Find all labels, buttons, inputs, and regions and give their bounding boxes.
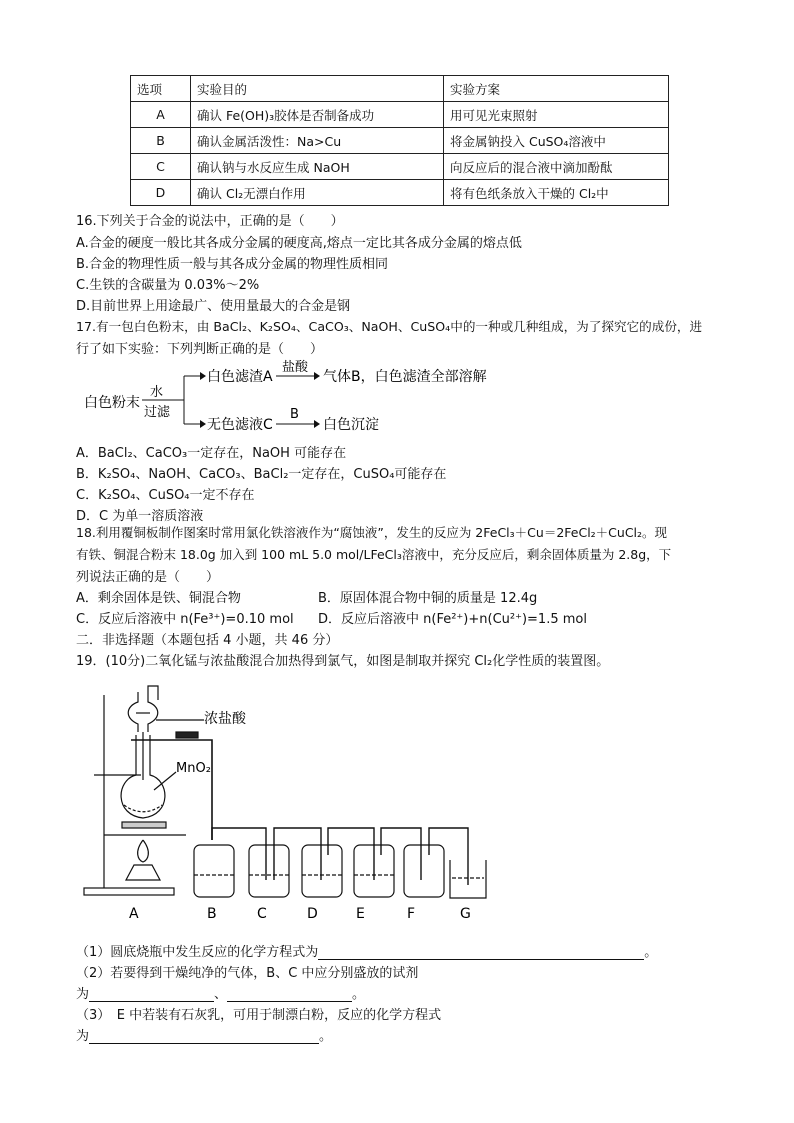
arrow-head-icon: [200, 420, 206, 428]
q16-stem: 16.下列关于合金的说法中，正确的是（ ）: [76, 214, 344, 229]
q18-line2: 有铁、铜混合粉末 18.0g 加入到 100 mL 5.0 mol/LFeCl₃溶液中，充分反应后，剩余固体质量为 2.8g，下: [76, 547, 672, 562]
alcohol-lamp: [126, 865, 160, 880]
arrow-head-icon: [314, 372, 320, 380]
label-c: C: [257, 906, 267, 922]
q18-option-d: D．反应后溶液中 n(Fe²⁺)+n(Cu²⁺)=1.5 mol: [318, 612, 587, 627]
label-f: F: [407, 906, 416, 922]
table-row: [131, 154, 669, 180]
q19-sub3-prefix: 为: [76, 1029, 90, 1044]
section-2-heading: 二．非选择题（本题包括 4 小题，共 46 分）: [76, 633, 339, 648]
funnel-shape: [128, 692, 158, 732]
table-cell: 用可见光束照射: [444, 102, 669, 128]
label-b: B: [207, 906, 217, 922]
flow-water-text: 水: [150, 385, 164, 400]
flow-diagram: [80, 356, 520, 436]
table-cell: 将有色纸条放入干燥的 Cl₂中: [444, 180, 669, 206]
table-cell: C: [131, 154, 191, 180]
table-header-cell: 选项: [131, 76, 191, 102]
bottle-b: [194, 845, 234, 897]
label-g: G: [460, 906, 471, 922]
bottle-f: [404, 845, 444, 897]
table-header-cell: 实验方案: [444, 76, 669, 102]
arrow-head-icon: [200, 372, 206, 380]
answer-blank-2b[interactable]: [227, 987, 352, 1002]
q19-stem: 19．(10分)二氧化锰与浓盐酸混合加热得到氯气，如图是制取并探究 Cl₂化学性质的装置图。: [76, 654, 610, 669]
flask-liquid: [124, 805, 162, 812]
q18-option-a: A．剩余固体是铁、铜混合物: [76, 591, 241, 606]
connecting-tubes: [212, 828, 468, 885]
q19-sub2-prefix: 为: [76, 987, 90, 1002]
options-table: [130, 75, 669, 206]
q17-option-c: C．K₂SO₄、CuSO₄一定不存在: [76, 488, 255, 503]
q16-option-d: D.目前世界上用途最广、使用量最大的合金是钢: [76, 299, 351, 314]
q17-stem-line2: 行了如下实验：下列判断正确的是（ ）: [76, 342, 324, 357]
stand-base: [84, 888, 174, 895]
table-header-row: [131, 76, 669, 102]
flow-start-text: 白色粉末: [84, 395, 140, 411]
q17-stem-line1: 17.有一包白色粉末，由 BaCl₂、K₂SO₄、CaCO₃、NaOH、CuSO₄中的一种或几种组成，为了探究它的成份，进: [76, 319, 703, 334]
table-row: [131, 128, 669, 154]
label-a: A: [129, 906, 139, 922]
flow-acid-text: 盐酸: [282, 360, 309, 375]
table-row: [131, 102, 669, 128]
label-leader-mno2: [154, 772, 176, 790]
flow-reagent-b-text: B: [290, 407, 299, 422]
label-mno2: MnO₂: [176, 761, 211, 776]
table-cell: B: [131, 128, 191, 154]
q19-sub2-sep: 、: [214, 987, 228, 1002]
q19-sub1-end: 。: [644, 945, 658, 960]
rubber-joint: [176, 732, 198, 738]
answer-blank-1[interactable]: [318, 945, 644, 960]
q19-sub2-end: 。: [352, 987, 366, 1002]
bottle-d: [302, 845, 342, 897]
flow-upper-result: 气体B，白色滤渣全部溶解: [323, 369, 487, 385]
q18-line3: 列说法正确的是（ ）: [76, 570, 220, 585]
q16-option-b: B.合金的物理性质一般与其各成分金属的物理性质相同: [76, 257, 389, 272]
wire-gauze: [122, 822, 166, 828]
q19-sub3-end: 。: [319, 1029, 333, 1044]
label-d: D: [307, 906, 318, 922]
table-cell: 向反应后的混合液中滴加酚酞: [444, 154, 669, 180]
q19-sub1-text: （1）圆底烧瓶中发生反应的化学方程式为: [76, 945, 319, 960]
apparatus-figure: [76, 680, 516, 925]
flow-filter-text: 过滤: [144, 405, 171, 420]
table-cell: A: [131, 102, 191, 128]
answer-blank-3[interactable]: [89, 1029, 319, 1044]
q17-option-a: A．BaCl₂、CaCO₃一定存在，NaOH 可能存在: [76, 446, 347, 461]
q19-sub2-line1: （2）若要得到干燥纯净的气体，B、C 中应分别盛放的试剂: [76, 966, 419, 981]
q16-option-c: C.生铁的含碳量为 0.03%～2%: [76, 278, 260, 293]
label-e: E: [356, 906, 365, 922]
flow-upper-node: 白色滤渣A: [207, 369, 273, 385]
q19-sub2-line2: [76, 983, 365, 1002]
table-cell: 将金属钠投入 CuSO₄溶液中: [444, 128, 669, 154]
q19-sub3-line1: （3） E 中若装有石灰乳，可用于制漂白粉，反应的化学方程式: [76, 1008, 442, 1023]
q16-option-a: A.合金的硬度一般比其各成分金属的硬度高,熔点一定比其各成分金属的熔点低: [76, 236, 522, 251]
table-cell: 确认 Fe(OH)₃胶体是否制备成功: [191, 102, 444, 128]
answer-blank-2a[interactable]: [89, 987, 214, 1002]
table-cell: D: [131, 180, 191, 206]
table-row: [131, 180, 669, 206]
q17-option-b: B．K₂SO₄、NaOH、CaCO₃、BaCl₂一定存在，CuSO₄可能存在: [76, 467, 447, 482]
flow-lower-result: 白色沉淀: [323, 417, 379, 433]
q19-sub3-line2: [76, 1025, 332, 1044]
table-header-cell: 实验目的: [191, 76, 444, 102]
q18-option-b: B．原固体混合物中铜的质量是 12.4g: [318, 591, 538, 606]
q18-option-c: C．反应后溶液中 n(Fe³⁺)=0.10 mol: [76, 612, 294, 627]
table-cell: 确认钠与水反应生成 NaOH: [191, 154, 444, 180]
arrow-head-icon: [314, 420, 320, 428]
funnel-top-tube: [148, 686, 158, 700]
q19-sub1: [76, 941, 657, 960]
flow-lower-node: 无色滤液C: [207, 417, 273, 433]
label-hcl: 浓盐酸: [204, 711, 246, 727]
table-cell: 确认 Cl₂无漂白作用: [191, 180, 444, 206]
liquid-levels: [194, 875, 484, 878]
flame: [138, 840, 149, 862]
q18-line1: 18.利用覆铜板制作图案时常用氯化铁溶液作为“腐蚀液”，发生的反应为 2FeCl₃＋Cu＝2FeCl₂＋CuCl₂。现: [76, 525, 668, 540]
main-tube: [206, 740, 212, 840]
bottle-c: [249, 845, 289, 897]
q17-option-d: D．C 为单一溶质溶液: [76, 509, 204, 524]
table-cell: 确认金属活泼性：Na>Cu: [191, 128, 444, 154]
